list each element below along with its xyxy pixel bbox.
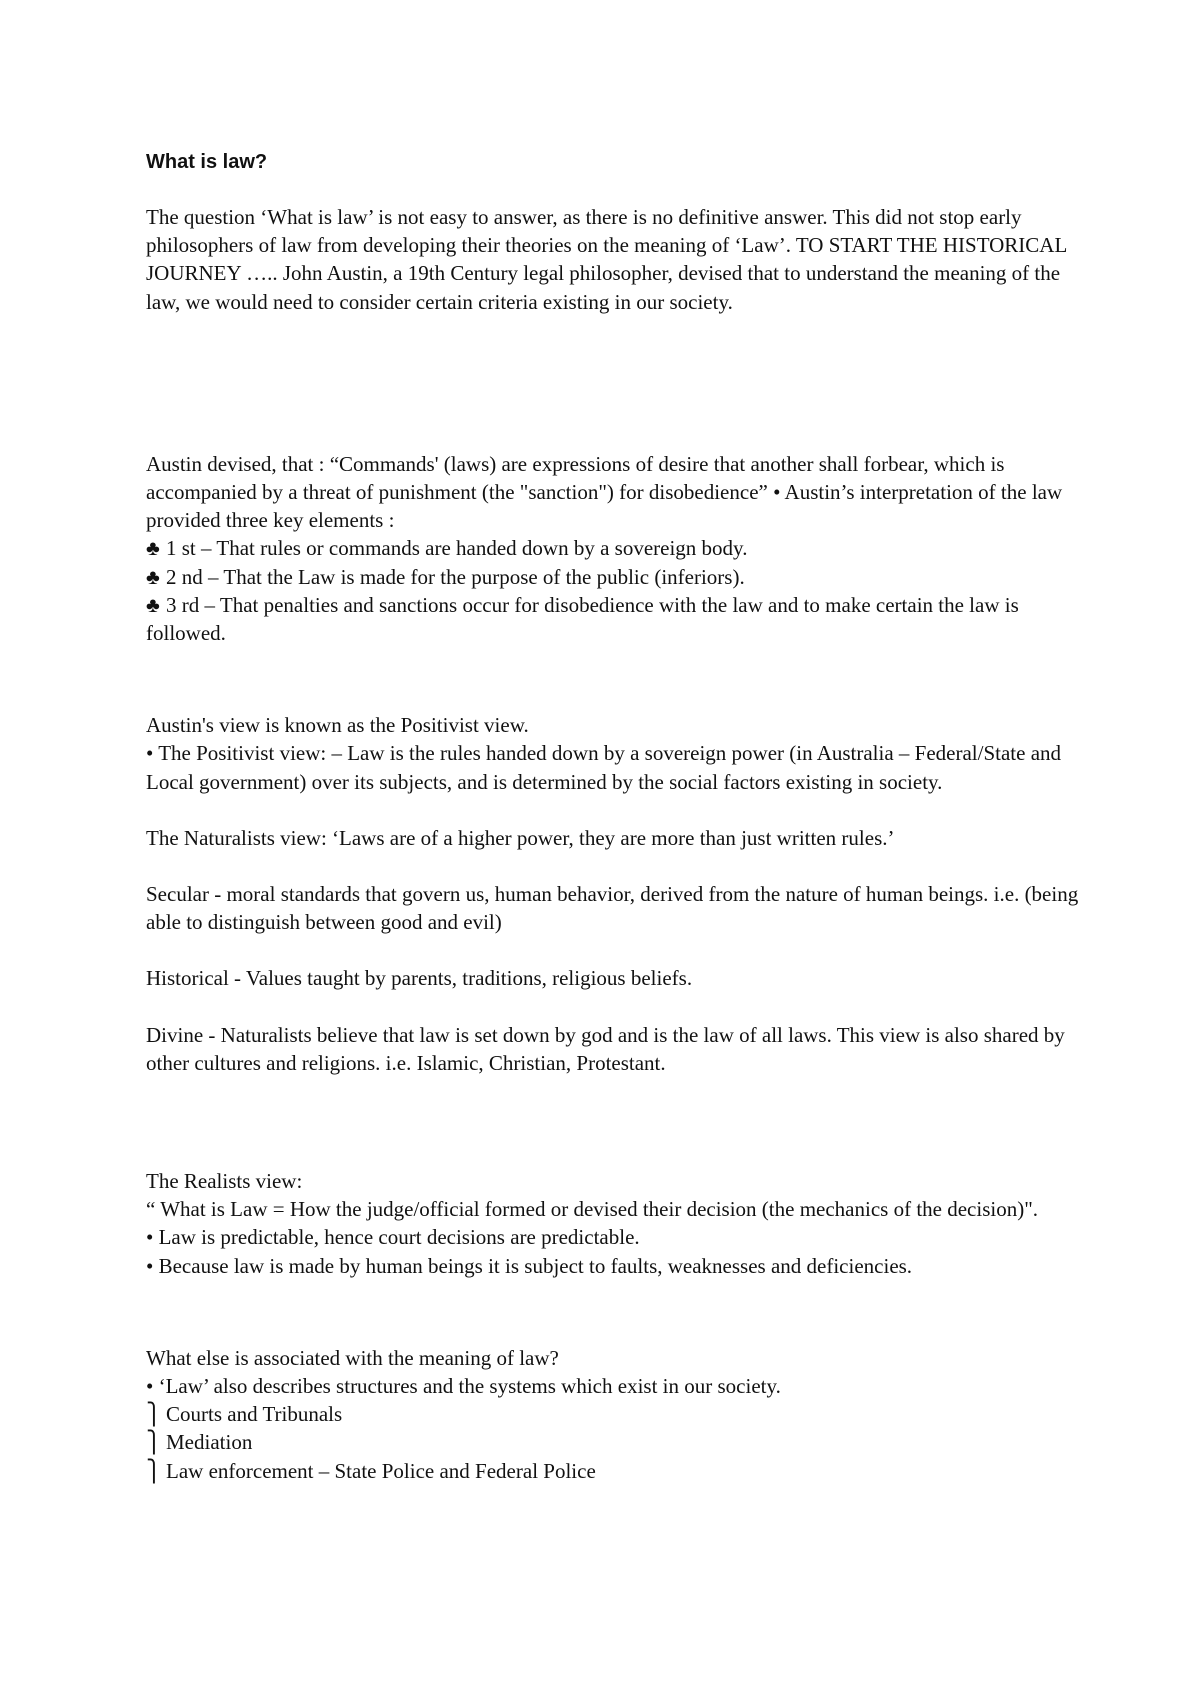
realists-quote: “ What is Law = How the judge/official formed or devised their decision (the mechanics of the decision)". <box>146 1197 1039 1222</box>
austin-element-2 <box>146 563 1086 591</box>
naturalists-historical: Historical - Values taught by parents, traditions, religious beliefs. <box>146 966 693 991</box>
naturalists-view: The Naturalists view: ‘Laws are of a higher power, they are more than just written rules.’ <box>146 825 895 850</box>
associated-item-2 <box>146 1428 1086 1456</box>
document-title: What is law? <box>146 151 268 173</box>
associated-item-3 <box>146 1457 1086 1485</box>
spacer <box>146 852 1086 880</box>
document-page <box>146 148 1086 1485</box>
austin-definition: Austin devised, that : “Commands' (laws) are expressions of desire that another shall forbear, which is accompanied by a threat of punishment (the "sanction") for disobedience” • Austin’s interpretation of the law provided three key elements : <box>146 451 1063 533</box>
spacer <box>146 796 1086 824</box>
bracket-bullet-icon: ⎫ <box>146 1430 162 1455</box>
spacer <box>146 1077 1086 1167</box>
associated-question: What else is associated with the meaning of law? <box>146 1345 559 1370</box>
spacer <box>146 1280 1086 1344</box>
club-bullet-icon: ♣ <box>146 592 160 617</box>
associated-lead: • ‘Law’ also describes structures and the systems which exist in our society. <box>146 1374 781 1399</box>
naturalists-secular: Secular - moral standards that govern us, human behavior, derived from the nature of human beings. i.e. (being able to distinguish between good and evil) <box>146 882 1079 935</box>
positivist-lead: Austin's view is known as the Positivist view. <box>146 713 529 738</box>
bracket-bullet-icon: ⎫ <box>146 1402 162 1427</box>
spacer <box>146 936 1086 964</box>
positivist-point: • The Positivist view: – Law is the rules handed down by a sovereign power (in Australia – Federal/State and Local government) over its subjects, and is determined by the social factors existing in society. <box>146 741 1062 794</box>
austin-element-3 <box>146 591 1086 647</box>
associated-item-text: Courts and Tribunals <box>166 1402 343 1427</box>
naturalists-divine: Divine - Naturalists believe that law is set down by god and is the law of all laws. This view is also shared by other cultures and religions. i.e. Islamic, Christian, Protestant. <box>146 1022 1065 1075</box>
club-bullet-icon: ♣ <box>146 564 160 589</box>
associated-item-text: Law enforcement – State Police and Federal Police <box>166 1458 596 1483</box>
bracket-bullet-icon: ⎫ <box>146 1458 162 1483</box>
austin-element-text: 2 nd – That the Law is made for the purpose of the public (inferiors). <box>166 564 745 589</box>
realists-point-2: • Because law is made by human beings it is subject to faults, weaknesses and deficiencies. <box>146 1253 913 1278</box>
spacer <box>146 647 1086 711</box>
spacer <box>146 316 1086 450</box>
associated-item-text: Mediation <box>166 1430 253 1455</box>
austin-element-text: 3 rd – That penalties and sanctions occur for disobedience with the law and to make certain the law is followed. <box>146 592 1019 646</box>
realists-point-1: • Law is predictable, hence court decisions are predictable. <box>146 1225 640 1250</box>
intro-paragraph: The question ‘What is law’ is not easy to answer, as there is no definitive answer. This did not stop early philosophers of law from developing their theories on the meaning of ‘Law’. TO START THE HISTORICAL JOURNEY ….. John Austin, a 19th Century legal philosopher, devised that to understand the meaning of the law, we would need to consider certain criteria existing in our society. <box>146 205 1067 314</box>
realists-heading: The Realists view: <box>146 1169 303 1194</box>
associated-item-1 <box>146 1400 1086 1428</box>
spacer <box>146 993 1086 1021</box>
austin-element-1 <box>146 534 1086 562</box>
club-bullet-icon: ♣ <box>146 536 160 561</box>
austin-element-text: 1 st – That rules or commands are handed down by a sovereign body. <box>166 536 748 561</box>
